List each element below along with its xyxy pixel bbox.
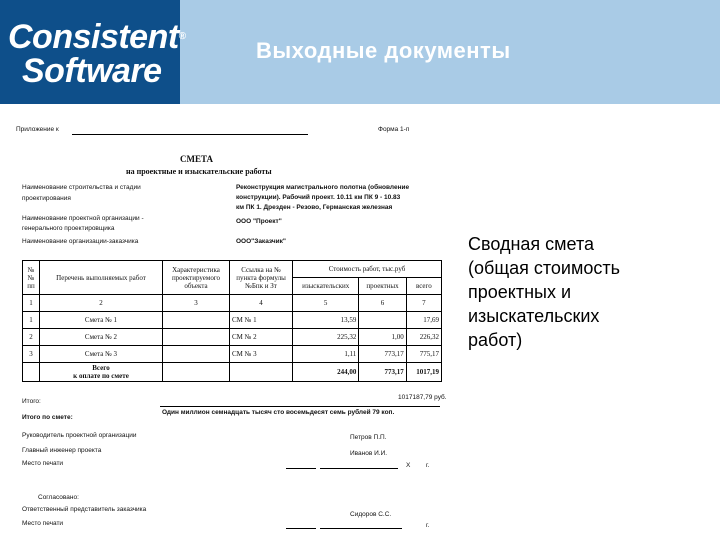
sign-line-3 [286,528,316,529]
col-number: 4 [230,295,293,312]
row-total: 775,17 [406,346,441,363]
row-name: Смета № 2 [40,329,163,346]
header-cost: Стоимость работ, тыс.руб [293,261,442,278]
itogo-words: Один миллион семнадцать тысяч сто восемьдесят семь рублей 79 коп. [162,409,395,416]
row-proekt: 773,17 [359,346,406,363]
header-no: № № пп [23,261,40,295]
total-izysk: 244,00 [293,363,359,382]
construction-value-3: км ПК 1. Дрезден - Резово, Германская железная [236,204,393,211]
row-char [163,312,230,329]
design-org-label-2: генерального проектировщика [22,225,115,232]
construction-label: Наименование строительства и стадии [22,184,141,191]
col-number: 3 [163,295,230,312]
logo-line1: Consistent [8,18,179,56]
column-number-row [23,295,442,312]
place-label: Место печати [22,460,64,467]
row-ref: СМ № 2 [230,329,293,346]
year-suffix-2: г. [426,522,430,529]
col-number: 5 [293,295,359,312]
construction-value-2: конструкции). Рабочий проект. 10.11 км ПК 9 - 10.83 [236,194,401,201]
customer-org-value: ООО"Заказчик" [236,238,286,245]
row-proekt: 1,00 [359,329,406,346]
row-no: 2 [23,329,40,346]
slide-title: Выходные документы [256,38,511,63]
col-number: 2 [40,295,163,312]
sign-line-2 [320,468,398,469]
row-ref: СМ № 3 [230,346,293,363]
customer-rep-name: Сидоров С.С. [350,511,392,518]
chief-label: Главный инженер проекта [22,447,102,454]
head-org-name: Петров П.П. [350,434,387,441]
header-works: Перечень выполняемых работ [40,261,163,295]
logo-registered-mark: ® [178,31,186,42]
total-no [23,363,40,382]
construction-label-2: проектирования [22,195,71,202]
row-ref: СМ № 1 [230,312,293,329]
col-number: 6 [359,295,406,312]
side-caption [468,232,708,352]
construction-value: Реконструкция магистрального полотна (обновление [236,184,410,191]
side-line3: проектных и [468,282,572,302]
row-izysk: 225,32 [293,329,359,346]
row-name: Смета № 3 [40,346,163,363]
total-total: 1017,19 [406,363,441,382]
chief-name: Иванов И.И. [350,450,388,457]
row-char [163,346,230,363]
appendix-line [72,134,308,135]
col-number: 7 [406,295,441,312]
sign-line-1 [286,468,316,469]
side-line1: Сводная смета [468,234,595,254]
total-ref [230,363,293,382]
row-total: 226,32 [406,329,441,346]
form-label: Форма 1-п [378,126,410,133]
design-org-value: ООО "Проект" [236,218,282,225]
total-label [40,363,163,382]
row-izysk: 13,59 [293,312,359,329]
customer-rep-label: Ответственный представитель заказчика [22,506,147,513]
design-org-label: Наименование проектной организации - [22,215,144,222]
year-suffix: г. [426,462,430,469]
total-sub-text: к оплате по смете [73,372,129,380]
sign-line-4 [320,528,402,529]
table-row [23,312,442,329]
col-number: 1 [23,295,40,312]
smeta-title: СМЕТА [180,154,214,164]
row-total: 17,69 [406,312,441,329]
row-char [163,329,230,346]
smeta-document [0,104,460,540]
itogo-label: Итого: [22,398,41,405]
sign-letter: Х [406,462,411,469]
row-no: 1 [23,312,40,329]
logo-line2: Software [22,52,162,90]
side-line5: работ) [468,330,523,350]
header-izysk: изыскательских [293,278,359,295]
side-line2: (общая стоимость [468,258,620,278]
header-total: всего [406,278,441,295]
table-row [23,346,442,363]
agreed-label: Согласовано: [38,494,79,501]
place-label-2: Место печати [22,520,64,527]
itogo-smeta-label: Итого по смете: [22,414,73,421]
total-proekt: 773,17 [359,363,406,382]
appendix-label: Приложение к [16,126,59,133]
row-izysk: 1,11 [293,346,359,363]
header-characteristic: Характеристика проектируемого объекта [163,261,230,295]
side-line4: изыскательских [468,306,600,326]
row-name: Смета № 1 [40,312,163,329]
itogo-line [160,406,440,407]
slide-header [0,0,720,104]
row-proekt [359,312,406,329]
total-row [23,363,442,382]
header-reference: Ссылка на № пункта формулы №Бпк и Зт [230,261,293,295]
total-label-text: Всего [92,364,110,372]
itogo-value: 1017187,79 руб. [398,394,447,401]
smeta-subtitle: на проектные и изыскательские работы [126,167,272,176]
table-row [23,329,442,346]
header-proekt: проектных [359,278,406,295]
consistent-software-logo [8,20,186,88]
head-org-label: Руководитель проектной организации [22,432,137,439]
total-char [163,363,230,382]
customer-org-label: Наименование организации-заказчика [22,238,139,245]
smeta-table [22,260,442,382]
row-no: 3 [23,346,40,363]
